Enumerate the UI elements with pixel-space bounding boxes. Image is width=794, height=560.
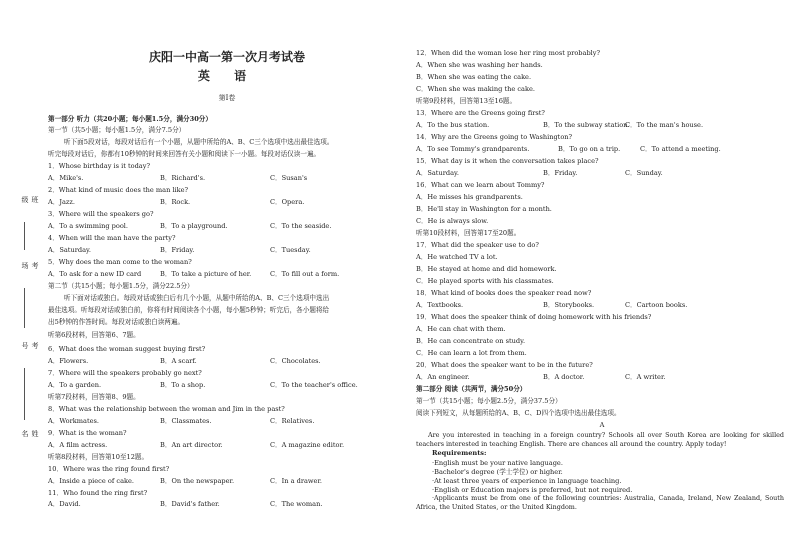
requirement-item: ·At least three years of experience in language teaching.	[432, 477, 622, 485]
option-a: A．To ask for a new ID card	[48, 270, 142, 278]
option-a: A．Mike's.	[48, 174, 84, 182]
option-a: A．Flowers.	[48, 357, 89, 365]
question-6: 6．What does the woman suggest buying first?	[48, 345, 206, 353]
option-b: B．Rock.	[160, 198, 191, 206]
question-10: 10．Where was the ring found first?	[48, 465, 170, 473]
part1-heading: 第一部分 听力（共20小题；每小题1.5分，满分30分）	[48, 115, 212, 123]
option-a: A．To a garden.	[48, 381, 102, 389]
section1-heading: 第一节（共5小题；每小题1.5分，满分7.5分）	[48, 126, 186, 134]
option-a: A．To see Tommy's grandparents.	[416, 145, 530, 153]
section1-instruction: 听完每段对话后，你都有10秒钟的时间来回答有关小题和阅读下一小题。每段对话仅读一遍。	[48, 150, 321, 158]
option-b: B．On the newspaper.	[160, 477, 235, 485]
section2-instruction: 出5秒钟的作答时间。每段对话或独白读两遍。	[48, 318, 185, 326]
question-12: 12．When did the woman lose her ring most probably?	[416, 49, 601, 57]
passage-intro: Are you interested in teaching in a foreign country? Schools all over South Korea are looking for skilled teachers interested in teaching English. There are chances all around the country. Apply today!	[416, 431, 784, 448]
option-c: C．When she was making the cake.	[416, 85, 535, 93]
option-c: C．To the seaside.	[270, 222, 332, 230]
option-c: C．He can learn a lot from them.	[416, 349, 527, 357]
option-a: A．Jazz.	[48, 198, 75, 206]
question-2: 2．What kind of music does the man like?	[48, 186, 189, 194]
requirement-item: ·Bachelor's degree (学士学位) or higher.	[432, 468, 563, 476]
option-c: C．He is always slow.	[416, 217, 489, 225]
question-3: 3．Where will the speakers go?	[48, 210, 154, 218]
option-c: C．Chocolates.	[270, 357, 321, 365]
option-c: C．To fill out a form.	[270, 270, 340, 278]
question-15: 15．What day is it when the conversation takes place?	[416, 157, 599, 165]
option-c: C．To attend a meeting.	[640, 145, 721, 153]
requirement-item: ·English or Education majors is preferred, but not required.	[432, 486, 633, 494]
section2-instruction: 听下面对话或独白。每段对话或独白后有几个小题，从题中所给的A、B、C三个选项中选出	[64, 294, 330, 302]
side-label-class: 班级	[21, 196, 39, 203]
option-b: B．To take a picture of her.	[160, 270, 252, 278]
option-b: B．When she was eating the cake.	[416, 73, 532, 81]
side-fill-line	[24, 222, 25, 250]
option-b: B．Friday.	[160, 246, 195, 254]
side-fill-line	[24, 288, 25, 328]
side-label-number: 考号	[21, 342, 39, 349]
option-a: A．To a swimming pool.	[48, 222, 129, 230]
option-c: C．Susan's	[270, 174, 308, 182]
question-17: 17．What did the speaker use to do?	[416, 241, 539, 249]
requirement-item: ·Applicants must be from one of the following countries: Australia, Canada, Ireland, New Zealand, South Africa, the United States, or the United Kingdom.	[416, 494, 784, 511]
option-b: B．Friday.	[543, 169, 578, 177]
option-a: A．To the bus station.	[416, 121, 490, 129]
question-1: 1．Whose birthday is it today?	[48, 162, 150, 170]
option-a: A．David.	[48, 500, 81, 508]
volume-label: 第Ⅰ卷	[218, 94, 236, 102]
option-c: C．Sunday.	[625, 169, 663, 177]
side-fill-line	[24, 368, 25, 420]
option-a: A．A film actress.	[48, 441, 108, 449]
side-label-room: 考场	[21, 262, 39, 269]
option-c: C．Opera.	[270, 198, 305, 206]
part2-section1-instruction: 阅读下列短文，从每题所给的A、B、C、D四个选项中选出最佳选项。	[416, 409, 621, 417]
option-b: B．He stayed at home and did homework.	[416, 265, 557, 273]
option-a: A．An engineer.	[416, 373, 470, 381]
option-b: B．A scarf.	[160, 357, 197, 365]
option-c: C．To the teacher's office.	[270, 381, 358, 389]
material-7-note: 听第7段材料，回答第8、9题。	[48, 393, 140, 401]
exam-title: 庆阳一中高一第一次月考试卷	[148, 50, 305, 64]
question-19: 19．What does the speaker think of doing homework with his friends?	[416, 313, 652, 321]
question-14: 14．Why are the Greens going to Washington?	[416, 133, 573, 141]
requirement-item: ·English must be your native language.	[432, 459, 563, 467]
material-10-note: 听第10段材料，回答第17至20题。	[416, 229, 521, 237]
part2-section1-heading: 第一节（共15小题；每小题2.5分，满分37.5分）	[416, 397, 562, 405]
option-c: C．A writer.	[625, 373, 666, 381]
option-a: A．Saturday.	[416, 169, 459, 177]
question-4: 4．When will the man have the party?	[48, 234, 176, 242]
option-c: C．Relatives.	[270, 417, 315, 425]
option-a: A．Inside a piece of cake.	[48, 477, 134, 485]
option-a: A．Saturday.	[48, 246, 91, 254]
option-b: B．An art director.	[160, 441, 223, 449]
option-a: A．He watched TV a lot.	[416, 253, 498, 261]
option-b: B．Storybooks.	[543, 301, 595, 309]
subject-title: 英 语	[197, 69, 257, 83]
part2-heading: 第二部分 阅读（共两节，满分50分）	[416, 385, 527, 393]
material-6-note: 听第6段材料，回答第6、7题。	[48, 331, 140, 339]
option-b: B．Richard's.	[160, 174, 206, 182]
question-7: 7．Where will the speakers probably go next?	[48, 369, 202, 377]
question-5: 5．Why does the man come to the woman?	[48, 258, 192, 266]
question-18: 18．What kind of books does the speaker read now?	[416, 289, 592, 297]
question-16: 16．What can we learn about Tommy?	[416, 181, 545, 189]
option-b: B．To go on a trip.	[558, 145, 621, 153]
question-9: 9．What is the woman?	[48, 429, 127, 437]
option-b: B．To a playground.	[160, 222, 228, 230]
option-b: B．David's father.	[160, 500, 220, 508]
section2-heading: 第二节（共15小题；每小题1.5分，满分22.5分）	[48, 282, 194, 290]
question-20: 20．What does the speaker want to be in the future?	[416, 361, 593, 369]
option-b: B．He'll stay in Washington for a month.	[416, 205, 552, 213]
option-b: B．A doctor.	[543, 373, 585, 381]
section1-instruction: 听下面5段对话，每段对话后有一个小题，从题中所给的A、B、C三个选项中选出最佳选项。	[64, 138, 334, 146]
option-b: B．He can concentrate on study.	[416, 337, 526, 345]
question-13: 13．Where are the Greens going first?	[416, 109, 545, 117]
option-c: C．A magazine editor.	[270, 441, 345, 449]
passage-label: A	[599, 421, 605, 429]
side-label-name: 姓名	[21, 430, 39, 437]
option-c: C．In a drawer.	[270, 477, 322, 485]
option-a: A．Workmates.	[48, 417, 100, 425]
question-8: 8．What was the relationship between the woman and Jim in the past?	[48, 405, 285, 413]
option-a: A．Textbooks.	[416, 301, 464, 309]
option-c: C．The woman.	[270, 500, 323, 508]
option-a: A．When she was washing her hands.	[416, 61, 543, 69]
requirements-heading: Requirements:	[432, 449, 487, 457]
option-b: B．To a shop.	[160, 381, 206, 389]
material-9-note: 听第9段材料，回答第13至16题。	[416, 97, 517, 105]
option-c: C．Tuesday.	[270, 246, 311, 254]
material-8-note: 听第8段材料，回答第10至12题。	[48, 453, 149, 461]
option-a: A．He misses his grandparents.	[416, 193, 523, 201]
option-b: B．To the subway station.	[543, 121, 630, 129]
option-c: C．He played sports with his classmates.	[416, 277, 554, 285]
option-c: C．To the man's house.	[625, 121, 704, 129]
option-c: C．Cartoon books.	[625, 301, 688, 309]
section2-instruction: 最佳选项。听每段对话或独白前，你将有时间阅读各个小题，每小题5秒钟；听完后，各小题将给	[48, 306, 330, 314]
question-11: 11．Who found the ring first?	[48, 489, 148, 497]
option-b: B．Classmates.	[160, 417, 212, 425]
option-a: A．He can chat with them.	[416, 325, 506, 333]
